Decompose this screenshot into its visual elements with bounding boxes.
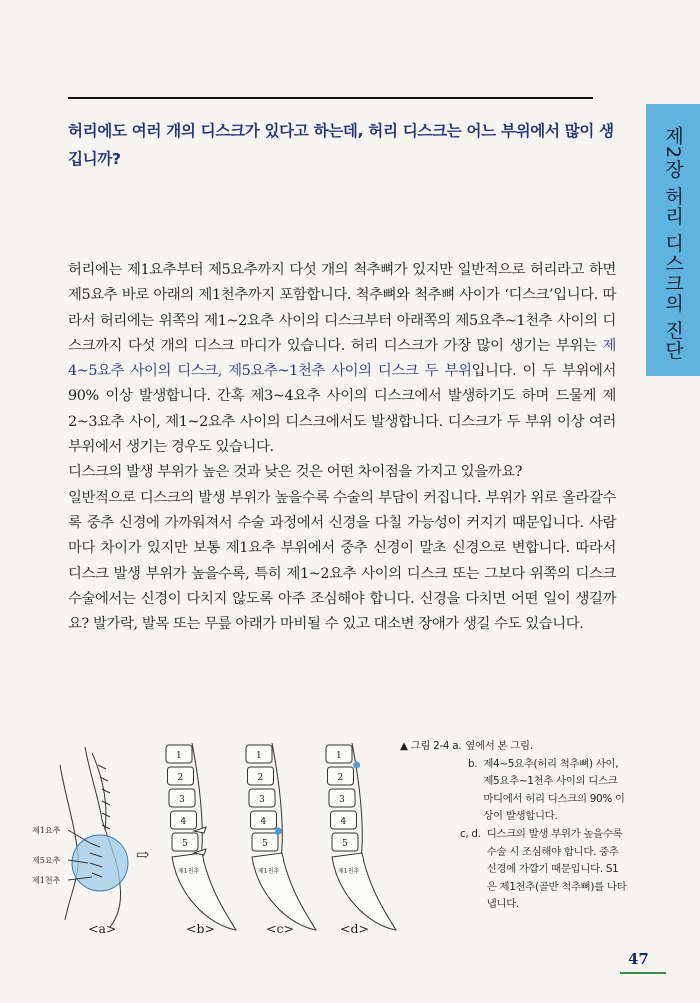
side-label: 제1천추 (32, 876, 61, 885)
spine-panel (246, 743, 316, 930)
panel-a-label: <a> (88, 921, 117, 936)
caption-row (400, 826, 628, 914)
answer-highlight: 제4~5요추 사이의 디스크, 제5요추~1천추 사이의 디스크 두 부위 (68, 337, 616, 380)
vertebra-number: 3 (339, 795, 345, 805)
panel-a-illustration (60, 747, 128, 927)
answer-paragraph-1 (68, 258, 616, 460)
vertebra-number: 5 (342, 839, 348, 849)
caption-label: b. (468, 757, 478, 770)
answer-paragraph-2: 디스크의 발생 부위가 높은 것과 낮은 것은 어떤 차이점을 가지고 있을까요? (68, 464, 523, 481)
arrow-glyph: ⇨ (136, 845, 150, 864)
caption-row (400, 738, 628, 756)
answer-text: 입니다. 이 두 부위에서 90% 이상 발생합니다. 간혹 제3~4요추 사이의 디스크에서 발생하기도 하며 드물게 제2~3요추 사이, 제1~2요추 사이의 디스크에서도 발생합니다. 디스크가 두 부위 이상 여러 부위에서 생기는 경우도 있습니다. (68, 363, 616, 456)
caption-row (400, 756, 628, 826)
vertebra-number: 2 (337, 773, 344, 783)
answer-body (68, 258, 616, 637)
answer-text: 허리에는 제1요추부터 제5요추까지 다섯 개의 척추뼈가 있지만 일반적으로 허리라고 하면 제5요추 바로 아래의 제1천추까지 포함합니다. 척추뼈와 척추뼈 사이가 ‘디스크’입니다. 따라서 허리에는 위쪽의 제1~2요추 사이의 디스크부터 아래쪽의 제5요추~1천추 사이의 디스크까지 다섯 개의 디스크 마디가 있습니다. 허리 디스크가 가장 많이 생기는 부위는 (68, 262, 616, 354)
page-number-rule (620, 972, 666, 974)
caption-text: 디스크의 발생 부위가 높을수록 수술 시 조심해야 합니다. 중추 신경에 가깝기 때문입니다. S1은 제1천추(골반 척추뼈)를 나타냅니다. (486, 827, 627, 911)
question-heading: 허리에도 여러 개의 디스크가 있다고 하는데, 허리 디스크는 어느 부위에서 많이 생깁니까? (68, 122, 614, 168)
panel-d-label: <d> (340, 921, 369, 936)
answer-paragraph-3: 일반적으로 디스크의 발생 부위가 높을수록 수술의 부담이 커집니다. 부위가 위로 올라갈수록 중추 신경에 가까워져서 수술 과정에서 신경을 다칠 가능성이 커지기 때문입니다. 사람마다 차이가 있지만 보통 제1요추 부위에서 중추 신경이 말초 신경으로 변합니다. 따라서 디스크 발생 부위가 높을수록, 특히 제1~2요추 사이의 디스크 또는 그보다 위쪽의 디스크 수술에서는 신경이 다치지 않도록 아주 조심해야 합니다. 신경을 다치면 어떤 일이 생길까요? 발가락, 발목 또는 무릎 아래가 마비될 수 있고 대소변 장애가 생길 수도 있습니다. (68, 489, 616, 633)
vertebra-number: 5 (262, 839, 268, 849)
spine-panel (326, 743, 396, 930)
page-number: 47 (628, 950, 649, 968)
caption-text: 제4~5요추(허리 척추뼈) 사이, 제5요추~1천추 사이의 디스크 마디에서 허리 디스크의 90% 이상이 발생합니다. (483, 757, 625, 823)
vertebra-number: 2 (257, 773, 264, 783)
sacrum (332, 853, 396, 930)
side-label: 제5요추 (32, 856, 61, 865)
sacrum-label: 제1천추 (258, 868, 280, 875)
panel-b-label: <b> (186, 921, 215, 936)
disc-marker (275, 828, 282, 835)
top-rule (68, 97, 593, 99)
spine-panel (166, 743, 236, 930)
sacrum-label: 제1천추 (338, 868, 360, 875)
vertebra-number: 1 (336, 751, 342, 761)
vertebra-number: 3 (179, 795, 185, 805)
side-label: 제1요추 (32, 826, 61, 835)
panel-c-label: <c> (266, 921, 294, 936)
vertebra-number: 4 (180, 817, 187, 827)
caption-label: c, d. (460, 827, 481, 840)
vertebra-number: 1 (256, 751, 262, 761)
spine-panels (166, 743, 396, 930)
spine-figure (30, 735, 400, 935)
caption-label: ▲ 그림 2-4 a. (400, 740, 462, 752)
figure-caption (400, 738, 628, 914)
vertebra-number: 2 (177, 773, 184, 783)
disc-marker (353, 762, 360, 769)
vertebra-number: 4 (260, 817, 267, 827)
caption-text: 옆에서 본 그림. (465, 740, 533, 752)
chapter-tab-label: 제2장 허리 디스크의 진단 (662, 126, 684, 361)
vertebra-number: 3 (259, 795, 265, 805)
sacrum (252, 853, 316, 930)
vertebra-number: 5 (182, 839, 188, 849)
sacrum-label: 제1천추 (178, 868, 200, 875)
vertebra-number: 4 (340, 817, 347, 827)
chapter-tab (646, 104, 700, 376)
sacrum (172, 853, 236, 930)
vertebra-number: 1 (176, 751, 182, 761)
